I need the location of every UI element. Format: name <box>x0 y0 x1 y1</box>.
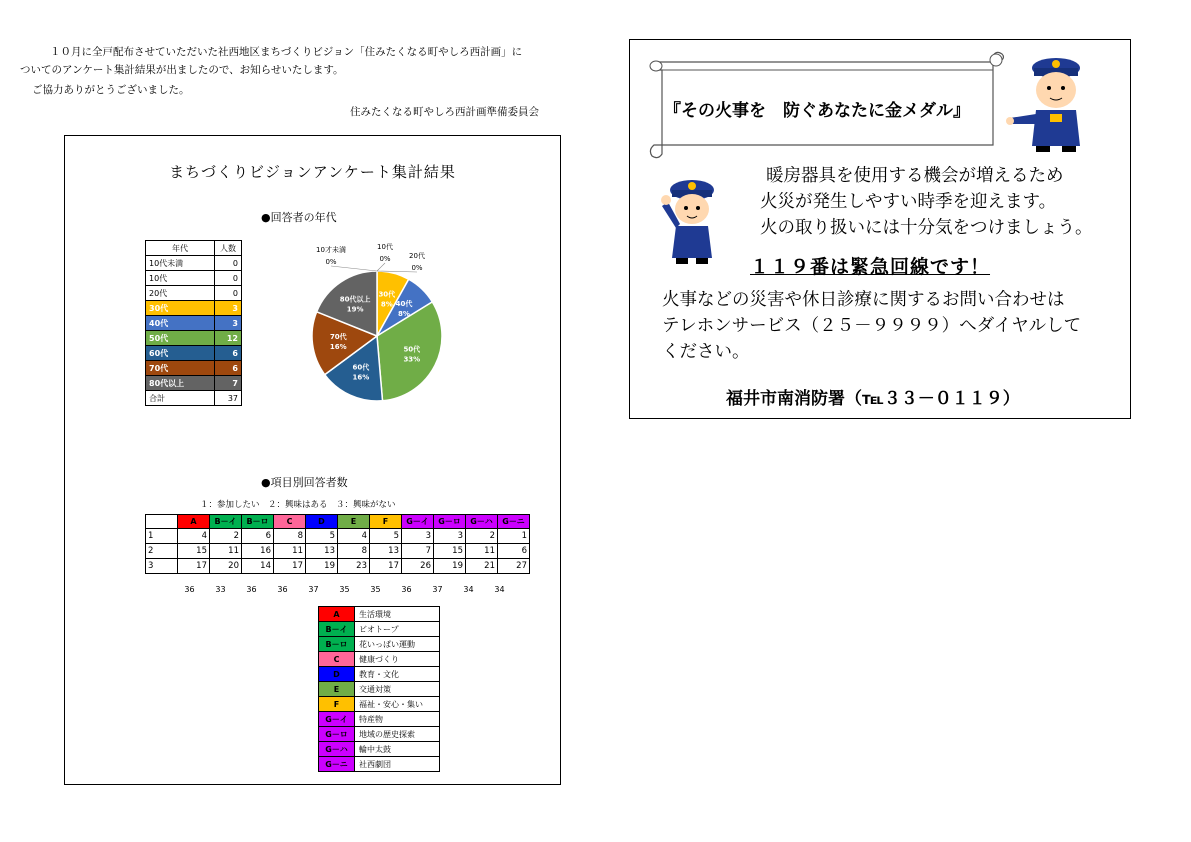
item-column-header: G－ニ <box>498 515 530 529</box>
age-table-row <box>146 301 242 316</box>
count-cell: 15 <box>178 544 210 559</box>
answer-row-label: 2 <box>146 544 178 559</box>
age-table <box>145 240 242 406</box>
age-label: 80代以上 <box>146 376 215 391</box>
item-column-header: G－ロ <box>434 515 466 529</box>
pie-slice-percent: 19% <box>346 305 364 314</box>
pie-slice-percent: 8% <box>398 309 410 318</box>
count-cell: 11 <box>210 544 242 559</box>
count-cell: 15 <box>434 544 466 559</box>
count-row <box>146 529 530 544</box>
emergency-notice: １１９番は緊急回線です！ <box>750 256 991 278</box>
age-label: 50代 <box>146 331 215 346</box>
count-cell: 26 <box>402 559 434 574</box>
count-cell: 4 <box>338 529 370 544</box>
item-column-header: G－イ <box>402 515 434 529</box>
count-cell: 8 <box>338 544 370 559</box>
legend-description: 健康づくり <box>355 652 440 667</box>
column-total: 34 <box>494 585 505 594</box>
count-cell: 16 <box>242 544 274 559</box>
count-cell: 4 <box>178 529 210 544</box>
legend-row <box>319 742 440 757</box>
age-label: 20代 <box>146 286 215 301</box>
age-label: 30代 <box>146 301 215 316</box>
age-count: 3 <box>215 316 242 331</box>
legend-description: 交通対策 <box>355 682 440 697</box>
count-cell: 5 <box>306 529 338 544</box>
item-count-table <box>145 514 530 574</box>
legend-row <box>319 682 440 697</box>
count-row <box>146 559 530 574</box>
legend-key: G－イ <box>319 712 355 727</box>
count-cell: 19 <box>306 559 338 574</box>
pie-slice-label: 40代 <box>395 299 413 308</box>
age-table-row <box>146 361 242 376</box>
poster-text-2: 火災が発生しやすい時季を迎えます。 <box>760 192 1057 212</box>
legend-row <box>319 712 440 727</box>
legend-description: 特産物 <box>355 712 440 727</box>
legend-row <box>319 727 440 742</box>
age-count: 12 <box>215 331 242 346</box>
age-label: 10代未満 <box>146 256 215 271</box>
age-table-row <box>146 331 242 346</box>
legend-row <box>319 607 440 622</box>
legend-row <box>319 667 440 682</box>
item-legend-table <box>318 606 440 772</box>
survey-title: まちづくりビジョンアンケート集計結果 <box>169 163 456 181</box>
age-table-header: 人数 <box>215 241 242 256</box>
banner-slogan: 『その火事を 防ぐあなたに金メダル』 <box>664 101 970 121</box>
age-count: 37 <box>215 391 242 406</box>
count-cell: 6 <box>242 529 274 544</box>
legend-key: G－ハ <box>319 742 355 757</box>
column-total: 35 <box>339 585 350 594</box>
answer-row-label: 3 <box>146 559 178 574</box>
age-count: 6 <box>215 346 242 361</box>
column-total: 35 <box>370 585 381 594</box>
legend-description: 福祉・安心・集い <box>355 697 440 712</box>
corner-cell <box>146 515 178 529</box>
count-cell: 13 <box>370 544 402 559</box>
count-cell: 17 <box>178 559 210 574</box>
count-cell: 17 <box>274 559 306 574</box>
column-total: 36 <box>184 585 195 594</box>
pie-zero-label: 20代 <box>409 252 425 260</box>
legend-row <box>319 697 440 712</box>
count-cell: 8 <box>274 529 306 544</box>
age-count: 7 <box>215 376 242 391</box>
column-total: 37 <box>432 585 443 594</box>
age-table-row <box>146 391 242 406</box>
age-count: 0 <box>215 256 242 271</box>
legend-row <box>319 637 440 652</box>
count-cell: 14 <box>242 559 274 574</box>
age-table-row <box>146 286 242 301</box>
count-cell: 21 <box>466 559 498 574</box>
answer-row-label: 1 <box>146 529 178 544</box>
age-table-row <box>146 316 242 331</box>
age-table-row <box>146 376 242 391</box>
totals-row <box>174 577 515 596</box>
age-table-header: 年代 <box>146 241 215 256</box>
count-cell: 19 <box>434 559 466 574</box>
age-count: 0 <box>215 286 242 301</box>
age-table-row <box>146 271 242 286</box>
legend-row <box>319 622 440 637</box>
count-cell: 20 <box>210 559 242 574</box>
legend-description: 教育・文化 <box>355 667 440 682</box>
count-cell: 5 <box>370 529 402 544</box>
intro-line-2: ついてのアンケート集計結果が出ましたので、お知らせいたします。 <box>20 64 344 76</box>
count-cell: 7 <box>402 544 434 559</box>
pie-slice-label: 60代 <box>352 363 370 372</box>
legend-key: B－イ <box>319 622 355 637</box>
poster-info-2: テレホンサービス（２５－９９９９）へダイヤルして <box>662 316 1082 336</box>
poster-info-3: ください。 <box>662 342 750 362</box>
age-pie-chart <box>305 236 465 416</box>
items-section-title: ●項目別回答者数 <box>261 476 348 489</box>
pie-slice-label: 30代 <box>378 290 396 299</box>
legend-description: 生活環境 <box>355 607 440 622</box>
pie-zero-percent: 0% <box>325 258 337 266</box>
legend-row <box>319 757 440 772</box>
count-cell: 13 <box>306 544 338 559</box>
item-column-header: D <box>306 515 338 529</box>
saluting-firefighter-icon <box>656 176 728 264</box>
count-cell: 6 <box>498 544 530 559</box>
count-cell: 11 <box>466 544 498 559</box>
pie-leader-line <box>331 266 377 271</box>
legend-description: 輪中太鼓 <box>355 742 440 757</box>
count-cell: 2 <box>466 529 498 544</box>
pie-zero-percent: 0% <box>379 255 391 263</box>
legend-description: ビオトープ <box>355 622 440 637</box>
pie-slice-label: 70代 <box>329 332 347 341</box>
legend-key: C <box>319 652 355 667</box>
poster-info-1: 火事などの災害や休日診療に関するお問い合わせは <box>662 290 1065 310</box>
pie-zero-label: 10才未満 <box>316 246 346 254</box>
item-column-header: G－ハ <box>466 515 498 529</box>
age-label: 40代 <box>146 316 215 331</box>
poster-text-3: 火の取り扱いには十分気をつけましょう。 <box>760 218 1093 238</box>
fire-prevention-poster <box>629 39 1131 419</box>
age-label: 70代 <box>146 361 215 376</box>
count-cell: 23 <box>338 559 370 574</box>
age-label: 10代 <box>146 271 215 286</box>
legend-key: D <box>319 667 355 682</box>
item-column-header: A <box>178 515 210 529</box>
pie-slice-label: 50代 <box>403 345 421 354</box>
age-count: 3 <box>215 301 242 316</box>
committee-signature: 住みたくなる町やしろ西計画準備委員会 <box>350 106 539 118</box>
column-total: 36 <box>246 585 257 594</box>
item-column-header: B－ロ <box>242 515 274 529</box>
legend-key: F <box>319 697 355 712</box>
column-total: 36 <box>401 585 412 594</box>
count-cell: 27 <box>498 559 530 574</box>
item-column-header: F <box>370 515 402 529</box>
age-label: 60代 <box>146 346 215 361</box>
legend-key: B－ロ <box>319 637 355 652</box>
legend-key: A <box>319 607 355 622</box>
column-total: 36 <box>277 585 288 594</box>
legend-description: 社西劇団 <box>355 757 440 772</box>
count-cell: 2 <box>210 529 242 544</box>
legend-description: 地域の歴史探索 <box>355 727 440 742</box>
answer-key: １：参加したい ２：興味はある ３：興味がない <box>200 500 396 510</box>
age-count: 0 <box>215 271 242 286</box>
age-table-row <box>146 256 242 271</box>
intro-line-1: １０月に全戸配布させていただいた社西地区まちづくりビジョン「住みたくなる町やしろ西計画」に <box>50 46 523 58</box>
legend-key: G－ニ <box>319 757 355 772</box>
legend-key: G－ロ <box>319 727 355 742</box>
count-cell: 17 <box>370 559 402 574</box>
count-cell: 1 <box>498 529 530 544</box>
intro-text <box>20 40 590 102</box>
legend-description: 花いっぱい運動 <box>355 637 440 652</box>
item-column-header: C <box>274 515 306 529</box>
legend-key: E <box>319 682 355 697</box>
pie-zero-label: 10代 <box>377 243 393 251</box>
column-total: 37 <box>308 585 319 594</box>
pie-slice-label: 80代以上 <box>339 295 371 304</box>
count-row <box>146 544 530 559</box>
pie-slice-percent: 16% <box>329 342 347 351</box>
pie-leader-line <box>377 263 385 271</box>
age-section-title: ●回答者の年代 <box>261 211 337 224</box>
pointing-firefighter-icon <box>1006 54 1106 152</box>
poster-text-1: 暖房器具を使用する機会が増えるため <box>766 166 1064 186</box>
item-column-header: E <box>338 515 370 529</box>
count-cell: 3 <box>434 529 466 544</box>
survey-results-panel <box>64 135 561 785</box>
legend-row <box>319 652 440 667</box>
age-count: 6 <box>215 361 242 376</box>
column-total: 33 <box>215 585 226 594</box>
age-label: 合計 <box>146 391 215 406</box>
count-cell: 3 <box>402 529 434 544</box>
fire-station-contact: 福井市南消防署（℡３３－０１１９） <box>726 389 1020 409</box>
pie-slice-percent: 16% <box>352 373 370 382</box>
pie-zero-percent: 0% <box>411 264 423 272</box>
pie-slice-percent: 33% <box>403 355 421 364</box>
column-total: 34 <box>463 585 474 594</box>
count-cell: 11 <box>274 544 306 559</box>
age-table-row <box>146 346 242 361</box>
intro-line-3: ご協力ありがとうございました。 <box>32 84 190 96</box>
pie-slice-percent: 8% <box>380 300 393 309</box>
item-column-header: B－イ <box>210 515 242 529</box>
